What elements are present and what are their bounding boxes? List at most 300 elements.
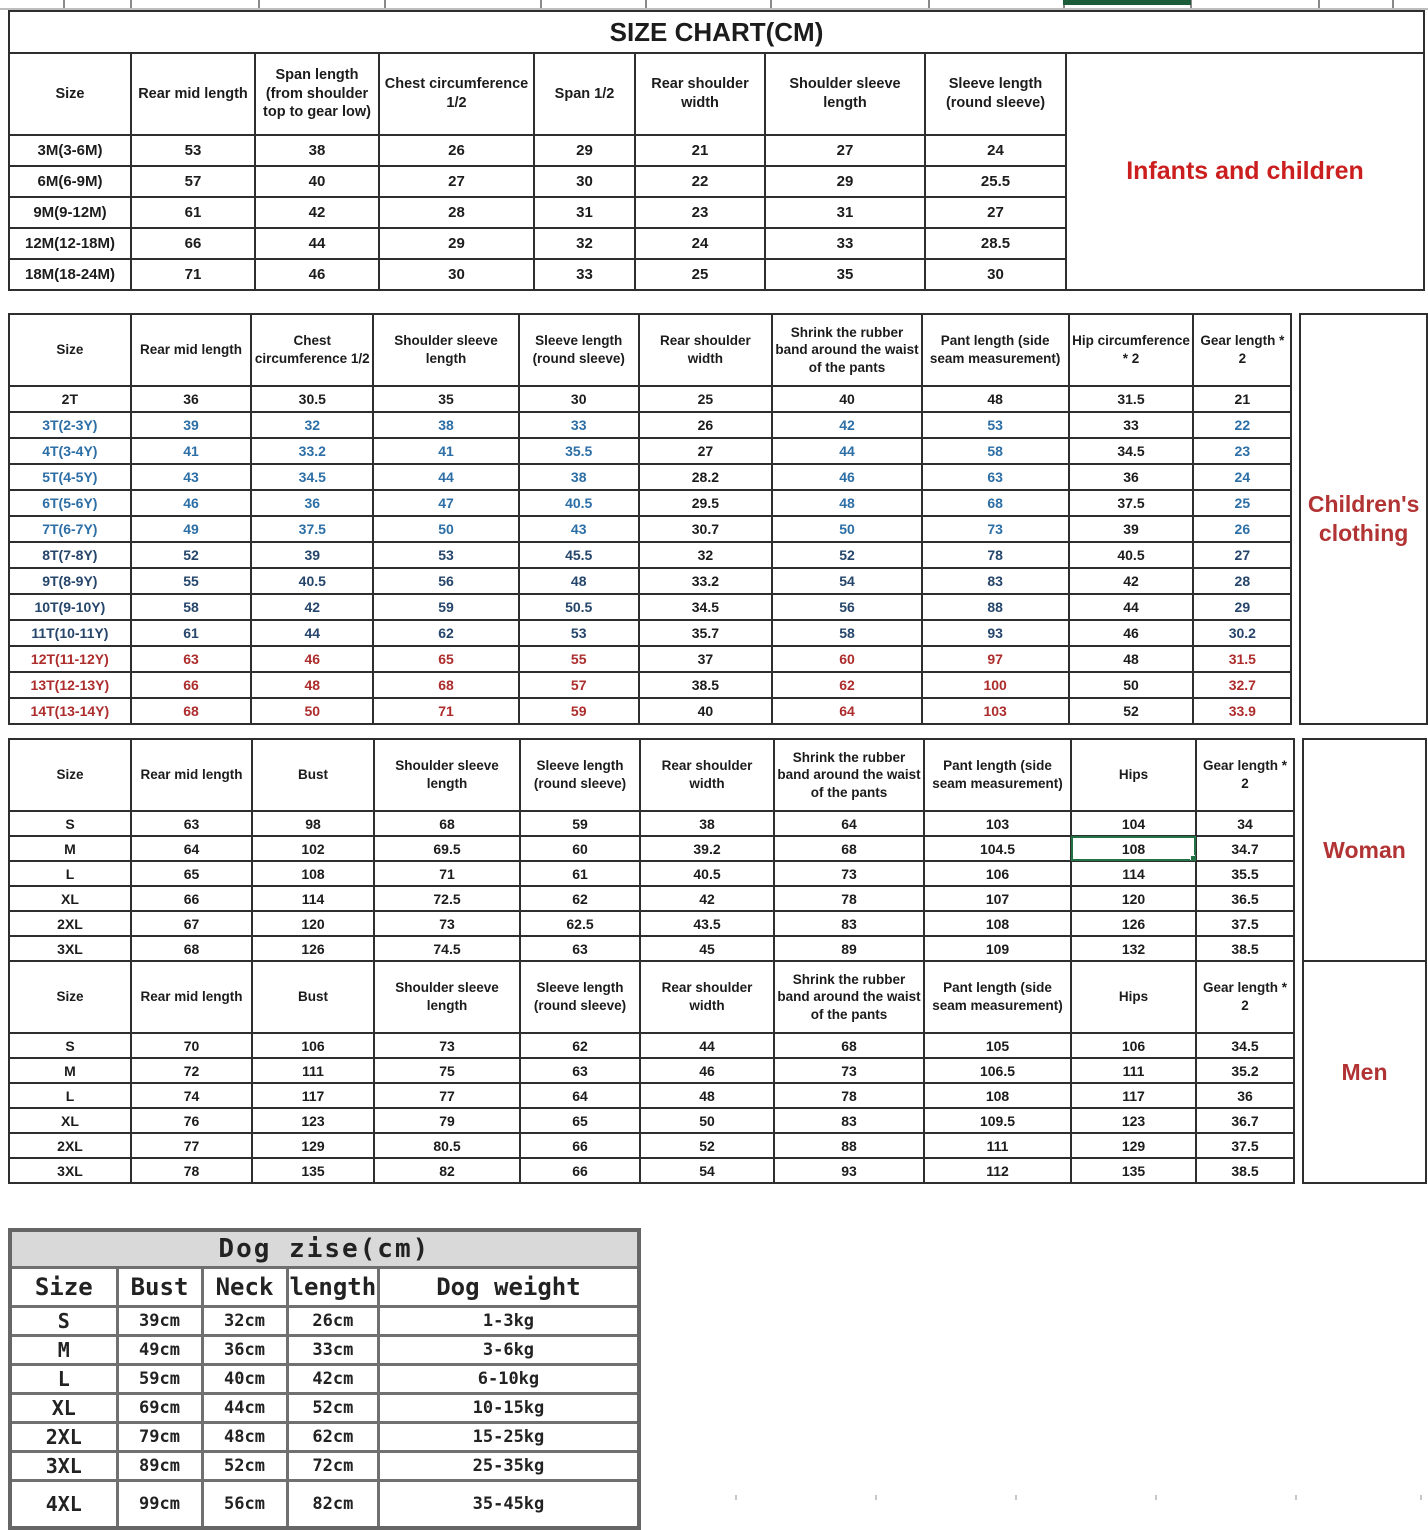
value-cell: 69.5: [374, 836, 520, 861]
value-cell: 123: [1071, 1108, 1196, 1133]
size-cell: 12M(12-18M): [9, 228, 131, 259]
table-row: [9, 166, 1066, 197]
value-cell: 75: [374, 1058, 520, 1083]
value-cell: 40cm: [202, 1365, 287, 1394]
size-cell: L: [10, 1365, 117, 1394]
value-cell: 32.7: [1193, 672, 1291, 698]
value-cell: 54: [772, 568, 922, 594]
table-row: [9, 1083, 1294, 1108]
value-cell: 53: [131, 135, 255, 166]
value-cell: 107: [924, 886, 1071, 911]
value-cell: 44: [640, 1033, 774, 1058]
value-cell: 108: [924, 1083, 1071, 1108]
table-row: [9, 228, 1066, 259]
value-cell: 73: [374, 1033, 520, 1058]
value-cell: 46: [251, 646, 373, 672]
value-cell: 23: [1193, 438, 1291, 464]
table-row: [9, 594, 1291, 620]
size-cell: 10T(9-10Y): [9, 594, 131, 620]
column-header: Span 1/2: [534, 53, 635, 135]
size-cell: XL: [10, 1394, 117, 1423]
column-header: Bust: [252, 739, 374, 811]
value-cell: 102: [252, 836, 374, 861]
value-cell: 46: [772, 464, 922, 490]
column-header: Chest circumference 1/2: [379, 53, 534, 135]
grid-tick: [1155, 1495, 1157, 1500]
value-cell: 108: [252, 861, 374, 886]
grid-tick: [1392, 0, 1394, 8]
value-cell: 126: [1071, 911, 1196, 936]
value-cell: 103: [922, 698, 1069, 724]
value-cell: 41: [373, 438, 519, 464]
column-header: Rear shoulder width: [635, 53, 765, 135]
value-cell: 36: [251, 490, 373, 516]
value-cell: 38.5: [639, 672, 773, 698]
value-cell: 38.5: [1196, 936, 1294, 961]
value-cell: 48: [519, 568, 639, 594]
value-cell: 35: [765, 259, 925, 290]
value-cell: 66: [520, 1158, 640, 1183]
value-cell: 46: [131, 490, 252, 516]
value-cell: 62: [520, 886, 640, 911]
value-cell: 39: [131, 412, 252, 438]
value-cell: 25.5: [925, 166, 1066, 197]
table-row: [9, 646, 1291, 672]
value-cell: 38: [519, 464, 639, 490]
value-cell: 53: [373, 542, 519, 568]
value-cell: 29: [534, 135, 635, 166]
value-cell: 106.5: [924, 1058, 1071, 1083]
value-cell: 37.5: [1196, 911, 1294, 936]
value-cell: 41: [131, 438, 252, 464]
value-cell: 25-35kg: [379, 1452, 639, 1481]
grid-tick: [735, 1495, 737, 1500]
value-cell: 35.2: [1196, 1058, 1294, 1083]
value-cell: 52: [772, 542, 922, 568]
value-cell: 71: [131, 259, 255, 290]
column-header: Rear mid length: [131, 53, 255, 135]
value-cell: 61: [520, 861, 640, 886]
value-cell: 64: [772, 698, 922, 724]
column-header: Bust: [252, 961, 374, 1033]
value-cell: 120: [252, 911, 374, 936]
value-cell: 63: [922, 464, 1069, 490]
value-cell: 62: [520, 1033, 640, 1058]
value-cell: 93: [774, 1158, 924, 1183]
value-cell: 42: [1069, 568, 1194, 594]
column-header: Gear length * 2: [1193, 314, 1291, 386]
value-cell: 80.5: [374, 1133, 520, 1158]
value-cell: 27: [1193, 542, 1291, 568]
value-cell: 57: [131, 166, 255, 197]
size-cell: XL: [9, 1108, 131, 1133]
value-cell: 104.5: [924, 836, 1071, 861]
value-cell: 48cm: [202, 1423, 287, 1452]
value-cell: 45: [640, 936, 774, 961]
value-cell: 33: [534, 259, 635, 290]
value-cell: 82: [374, 1158, 520, 1183]
table-row: [10, 1423, 639, 1452]
value-cell: 23: [635, 197, 765, 228]
value-cell: 22: [635, 166, 765, 197]
value-cell: 64: [131, 836, 252, 861]
value-cell: 126: [252, 936, 374, 961]
table-title: Dog zise(cm): [10, 1230, 639, 1268]
value-cell: 35: [373, 386, 519, 412]
value-cell: 48: [1069, 646, 1194, 672]
page-title: SIZE CHART(CM): [8, 10, 1425, 54]
grid-tick: [928, 0, 930, 8]
value-cell: 83: [922, 568, 1069, 594]
value-cell: 66: [131, 228, 255, 259]
value-cell: 26cm: [287, 1307, 379, 1336]
value-cell: 53: [519, 620, 639, 646]
value-cell: 52: [1069, 698, 1194, 724]
value-cell: 50: [640, 1108, 774, 1133]
column-header: Rear mid length: [131, 314, 252, 386]
value-cell: 78: [922, 542, 1069, 568]
dog-section: [8, 1228, 641, 1530]
value-cell: 34: [1196, 811, 1294, 836]
value-cell: 67: [131, 911, 252, 936]
value-cell: 83: [774, 1108, 924, 1133]
value-cell: 52: [131, 542, 252, 568]
value-cell: 34.5: [251, 464, 373, 490]
value-cell: 69cm: [117, 1394, 202, 1423]
column-header: Shoulder sleeve length: [373, 314, 519, 386]
value-cell: 26: [639, 412, 773, 438]
grid-tick: [384, 0, 386, 8]
adults-tables: [8, 738, 1295, 1184]
value-cell: 68: [131, 936, 252, 961]
value-cell: 50.5: [519, 594, 639, 620]
value-cell: 44: [255, 228, 379, 259]
value-cell: 39: [251, 542, 373, 568]
value-cell: 30.7: [639, 516, 773, 542]
value-cell: 57: [519, 672, 639, 698]
size-cell: S: [9, 1033, 131, 1058]
table-row: [9, 698, 1291, 724]
size-cell: 14T(13-14Y): [9, 698, 131, 724]
grid-tick: [1420, 1495, 1422, 1500]
value-cell: 40.5: [251, 568, 373, 594]
table-row: [9, 811, 1294, 836]
table-row: [10, 1394, 639, 1423]
value-cell: 36: [1196, 1083, 1294, 1108]
value-cell: 78: [774, 886, 924, 911]
value-cell: 40: [255, 166, 379, 197]
size-cell: 5T(4-5Y): [9, 464, 131, 490]
value-cell: 46: [1069, 620, 1194, 646]
header-row: [10, 1268, 639, 1307]
value-cell: 31: [765, 197, 925, 228]
value-cell: 28: [1193, 568, 1291, 594]
column-header: Rear shoulder width: [639, 314, 773, 386]
value-cell: 10-15kg: [379, 1394, 639, 1423]
size-cell: 2T: [9, 386, 131, 412]
value-cell: 32: [251, 412, 373, 438]
table-row: [9, 516, 1291, 542]
column-header: Shoulder sleeve length: [374, 739, 520, 811]
column-header: Chest circumference 1/2: [251, 314, 373, 386]
grid-tick: [258, 0, 260, 8]
value-cell: 24: [635, 228, 765, 259]
value-cell: 24: [1193, 464, 1291, 490]
infants-section: [8, 10, 1425, 291]
value-cell: 88: [922, 594, 1069, 620]
table-row: [9, 1133, 1294, 1158]
value-cell: 61: [131, 197, 255, 228]
value-cell: 38: [255, 135, 379, 166]
value-cell: 39: [1069, 516, 1194, 542]
value-cell: 24: [925, 135, 1066, 166]
value-cell: 65: [520, 1108, 640, 1133]
value-cell: 120: [1071, 886, 1196, 911]
value-cell: 53: [922, 412, 1069, 438]
value-cell: 74: [131, 1083, 252, 1108]
value-cell: 29: [765, 166, 925, 197]
column-header: Rear mid length: [131, 961, 252, 1033]
size-cell: S: [9, 811, 131, 836]
size-cell: L: [9, 1083, 131, 1108]
value-cell: 74.5: [374, 936, 520, 961]
value-cell: 50: [373, 516, 519, 542]
table-row: [9, 620, 1291, 646]
size-cell: 4XL: [10, 1481, 117, 1529]
value-cell: 123: [252, 1108, 374, 1133]
table-row: [9, 861, 1294, 886]
column-header: Size: [10, 1268, 117, 1307]
value-cell: 36.7: [1196, 1108, 1294, 1133]
value-cell: 62: [772, 672, 922, 698]
value-cell: 45.5: [519, 542, 639, 568]
value-cell: 66: [520, 1133, 640, 1158]
value-cell: 35.7: [639, 620, 773, 646]
value-cell: 54: [640, 1158, 774, 1183]
column-header: Bust: [117, 1268, 202, 1307]
value-cell: 43: [131, 464, 252, 490]
column-header: Gear length * 2: [1196, 961, 1294, 1033]
value-cell: 27: [925, 197, 1066, 228]
value-cell: 66: [131, 886, 252, 911]
value-cell: 43: [519, 516, 639, 542]
value-cell: 39.2: [640, 836, 774, 861]
size-cell: L: [9, 861, 131, 886]
value-cell: 43.5: [640, 911, 774, 936]
value-cell: 31.5: [1193, 646, 1291, 672]
value-cell: 38: [373, 412, 519, 438]
value-cell: 40: [772, 386, 922, 412]
value-cell: 60: [772, 646, 922, 672]
value-cell: 6-10kg: [379, 1365, 639, 1394]
value-cell: 93: [922, 620, 1069, 646]
column-header: Shoulder sleeve length: [765, 53, 925, 135]
value-cell: 52cm: [202, 1452, 287, 1481]
value-cell: 117: [1071, 1083, 1196, 1108]
table-row: [9, 1033, 1294, 1058]
column-header: Sleeve length (round sleeve): [925, 53, 1066, 135]
grid-tick: [770, 0, 772, 8]
value-cell: 66: [131, 672, 252, 698]
value-cell: 33.2: [639, 568, 773, 594]
value-cell: 72.5: [374, 886, 520, 911]
value-cell: 56: [373, 568, 519, 594]
value-cell: 73: [774, 861, 924, 886]
value-cell: 62cm: [287, 1423, 379, 1452]
value-cell: 59cm: [117, 1365, 202, 1394]
value-cell: 40: [639, 698, 773, 724]
table-row: [9, 911, 1294, 936]
value-cell: 60: [520, 836, 640, 861]
selected-cell: 108: [1071, 836, 1196, 861]
value-cell: 25: [639, 386, 773, 412]
value-cell: 37.5: [251, 516, 373, 542]
value-cell: 106: [1071, 1033, 1196, 1058]
children-size-table: [8, 313, 1292, 725]
value-cell: 64: [774, 811, 924, 836]
selection-highlight-top: [1063, 0, 1191, 5]
value-cell: 59: [520, 811, 640, 836]
table-row: [9, 412, 1291, 438]
value-cell: 40.5: [1069, 542, 1194, 568]
value-cell: 33.2: [251, 438, 373, 464]
value-cell: 42: [255, 197, 379, 228]
value-cell: 106: [924, 861, 1071, 886]
size-cell: 9M(9-12M): [9, 197, 131, 228]
size-cell: 3M(3-6M): [9, 135, 131, 166]
column-header: Sleeve length (round sleeve): [520, 961, 640, 1033]
adults-labels: [1302, 738, 1427, 1184]
column-header: Hips: [1071, 739, 1196, 811]
value-cell: 37: [639, 646, 773, 672]
men-size-table: [8, 960, 1295, 1184]
value-cell: 77: [131, 1133, 252, 1158]
column-header: Shoulder sleeve length: [374, 961, 520, 1033]
value-cell: 21: [635, 135, 765, 166]
size-cell: 3XL: [10, 1452, 117, 1481]
value-cell: 50: [1069, 672, 1194, 698]
value-cell: 44: [373, 464, 519, 490]
value-cell: 44: [251, 620, 373, 646]
value-cell: 49: [131, 516, 252, 542]
value-cell: 105: [924, 1033, 1071, 1058]
value-cell: 112: [924, 1158, 1071, 1183]
value-cell: 34.7: [1196, 836, 1294, 861]
value-cell: 44: [772, 438, 922, 464]
value-cell: 65: [131, 861, 252, 886]
value-cell: 109: [924, 936, 1071, 961]
value-cell: 64: [520, 1083, 640, 1108]
value-cell: 30.2: [1193, 620, 1291, 646]
column-header: Size: [9, 314, 131, 386]
size-cell: 2XL: [10, 1423, 117, 1452]
value-cell: 27: [639, 438, 773, 464]
column-header: Gear length * 2: [1196, 739, 1294, 811]
value-cell: 52: [640, 1133, 774, 1158]
grid-tick: [1015, 1495, 1017, 1500]
value-cell: 106: [252, 1033, 374, 1058]
value-cell: 62.5: [520, 911, 640, 936]
table-row: [9, 490, 1291, 516]
value-cell: 49cm: [117, 1336, 202, 1365]
value-cell: 132: [1071, 936, 1196, 961]
value-cell: 46: [255, 259, 379, 290]
value-cell: 27: [765, 135, 925, 166]
value-cell: 35-45kg: [379, 1481, 639, 1529]
value-cell: 76: [131, 1108, 252, 1133]
column-header: Rear mid length: [131, 739, 252, 811]
table-row: [9, 1108, 1294, 1133]
value-cell: 32: [639, 542, 773, 568]
column-header: Hip circumference * 2: [1069, 314, 1194, 386]
value-cell: 111: [1071, 1058, 1196, 1083]
value-cell: 35.5: [519, 438, 639, 464]
value-cell: 37.5: [1069, 490, 1194, 516]
column-header: Shrink the rubber band around the waist of the pants: [774, 961, 924, 1033]
value-cell: 98: [252, 811, 374, 836]
header-row: [9, 53, 1066, 135]
value-cell: 63: [520, 936, 640, 961]
value-cell: 78: [131, 1158, 252, 1183]
table-row: [9, 886, 1294, 911]
value-cell: 109.5: [924, 1108, 1071, 1133]
table-row: [9, 542, 1291, 568]
value-cell: 108: [924, 911, 1071, 936]
value-cell: 33: [1069, 412, 1194, 438]
size-cell: M: [9, 1058, 131, 1083]
table-row: [9, 1058, 1294, 1083]
table-row: [9, 438, 1291, 464]
value-cell: 29: [379, 228, 534, 259]
value-cell: 135: [252, 1158, 374, 1183]
men-label: Men: [1302, 960, 1427, 1184]
value-cell: 77: [374, 1083, 520, 1108]
size-cell: S: [10, 1307, 117, 1336]
value-cell: 104: [1071, 811, 1196, 836]
value-cell: 30: [519, 386, 639, 412]
size-cell: 11T(10-11Y): [9, 620, 131, 646]
value-cell: 68: [374, 811, 520, 836]
value-cell: 71: [373, 698, 519, 724]
value-cell: 114: [252, 886, 374, 911]
value-cell: 42cm: [287, 1365, 379, 1394]
table-row: [10, 1336, 639, 1365]
value-cell: 30: [925, 259, 1066, 290]
size-cell: 18M(18-24M): [9, 259, 131, 290]
grid-tick: [130, 0, 132, 8]
column-header: Sleeve length (round sleeve): [519, 314, 639, 386]
table-row: [9, 568, 1291, 594]
size-cell: 3XL: [9, 936, 131, 961]
value-cell: 48: [772, 490, 922, 516]
value-cell: 63: [131, 811, 252, 836]
size-cell: M: [10, 1336, 117, 1365]
value-cell: 52cm: [287, 1394, 379, 1423]
size-cell: 2XL: [9, 911, 131, 936]
value-cell: 39cm: [117, 1307, 202, 1336]
value-cell: 59: [519, 698, 639, 724]
value-cell: 40.5: [519, 490, 639, 516]
value-cell: 22: [1193, 412, 1291, 438]
value-cell: 50: [772, 516, 922, 542]
value-cell: 58: [131, 594, 252, 620]
value-cell: 36: [131, 386, 252, 412]
value-cell: 55: [519, 646, 639, 672]
column-header: Neck: [202, 1268, 287, 1307]
value-cell: 71: [374, 861, 520, 886]
value-cell: 99cm: [117, 1481, 202, 1529]
column-header: Pant length (side seam measurement): [922, 314, 1069, 386]
